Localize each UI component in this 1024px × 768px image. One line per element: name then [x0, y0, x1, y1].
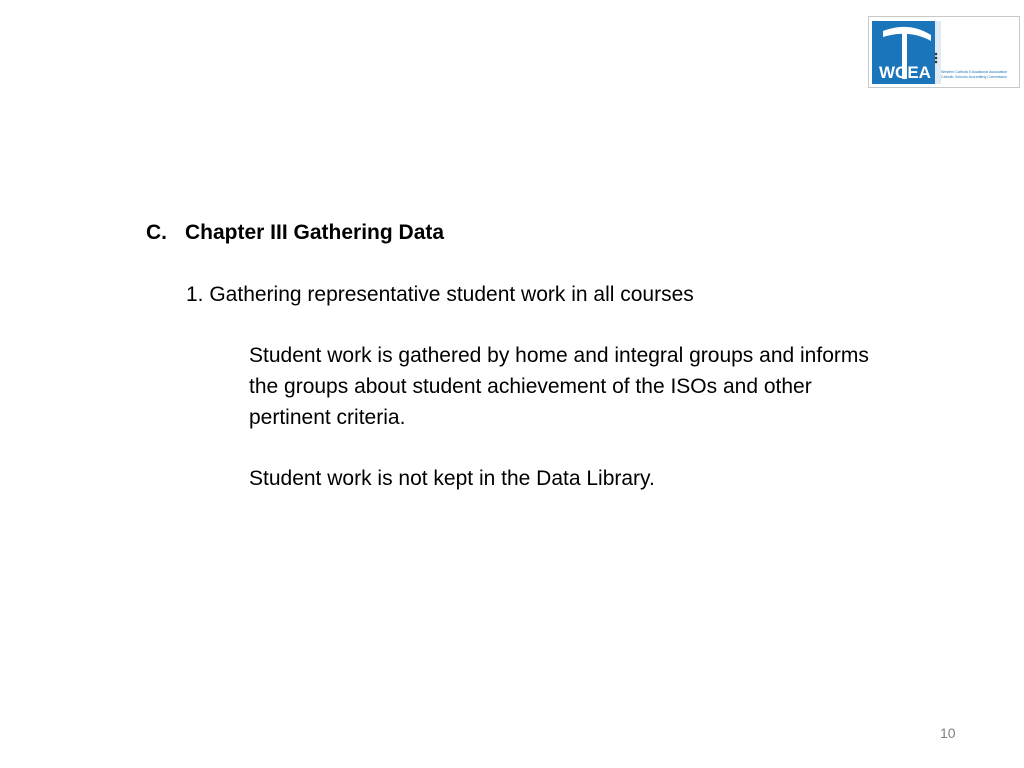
section-letter: C. [146, 221, 167, 244]
section-title: Chapter III Gathering Data [185, 221, 445, 244]
logo-line-1: Western Catholic Educational Association [941, 70, 1008, 74]
wcea-cross-logo-icon [869, 17, 1021, 89]
wcea-logo [868, 16, 1020, 88]
paragraph-student-work-not-kept: Student work is not kept in the Data Library. [249, 467, 655, 490]
list-item-1: 1. Gathering representative student work in all courses [186, 283, 694, 306]
paragraph-student-work-gathered: Student work is gathered by home and integral groups and informs the groups about student achievement of the ISOs and other pertinent criteria. [249, 344, 869, 429]
logo-text: WCEA [879, 63, 931, 82]
page-number: 10 [940, 725, 956, 741]
logo-line-2: Catholic Schools Accrediting Commission [941, 75, 1008, 79]
section-heading [146, 220, 444, 246]
